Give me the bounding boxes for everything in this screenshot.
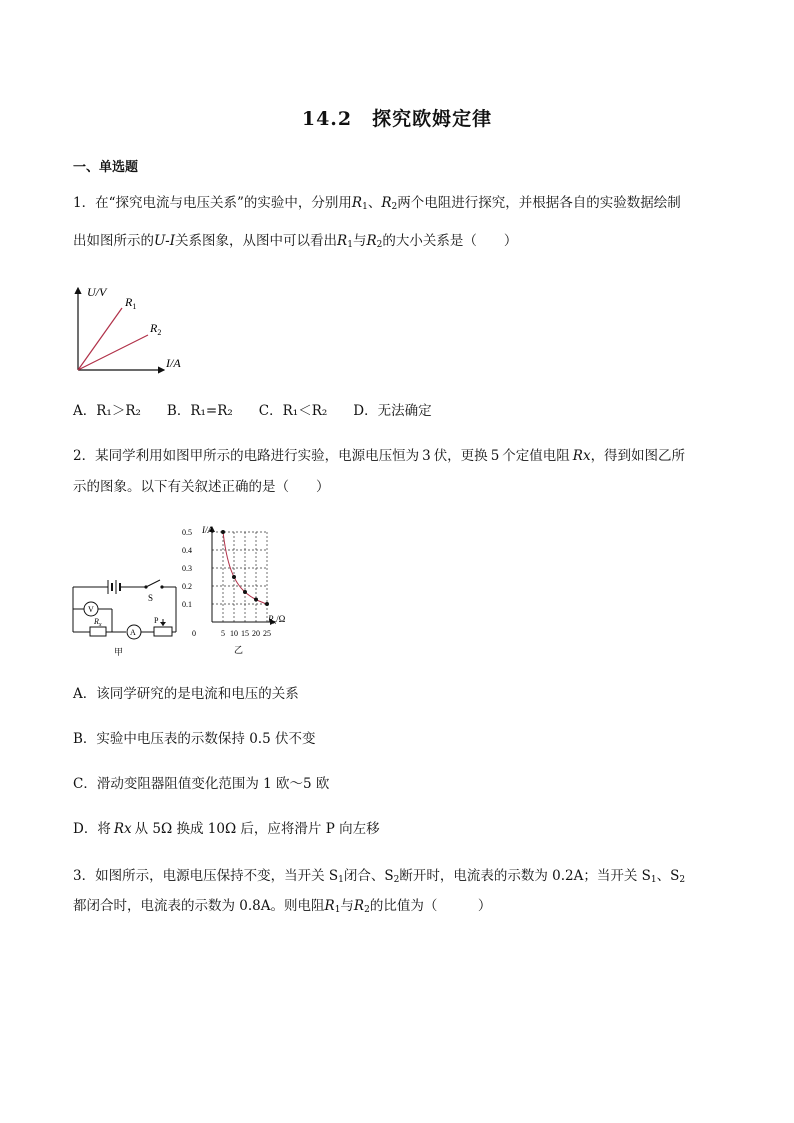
q2-current-resistance-graph [180, 522, 300, 657]
q3-s2-sub: 2 [393, 875, 400, 885]
q1-text-b: 两个电阻进行探究，并根据各自的实验数据绘制 [397, 195, 681, 211]
q3-text-g: 的比值为（ ） [369, 898, 492, 914]
q3-r2: R [353, 898, 365, 914]
q1-r2: R [381, 195, 392, 211]
q2-rx: Rx [572, 448, 591, 464]
q1-text-e: 与 [352, 233, 367, 249]
q2-graph-grid [212, 532, 267, 622]
q1-line-r1 [78, 308, 122, 370]
q1-r1-sub: 1 [362, 202, 368, 212]
q2-line-1 [73, 446, 685, 466]
q2-circuit-diagram [68, 575, 183, 660]
q1-number: 1． [73, 195, 96, 211]
q1-r2-label: $R_2$ [150, 321, 162, 337]
q1-line-2 [73, 231, 517, 255]
q2-text-c: 个定值电阻 [502, 448, 570, 464]
data-point [254, 598, 258, 602]
q2-option-d[interactable] [73, 819, 380, 839]
q2-count: 5 [490, 448, 500, 464]
q1-option-d[interactable]: D．无法确定 [353, 403, 432, 419]
title-text: 探究欧姆定律 [372, 108, 493, 130]
data-point [243, 590, 247, 594]
section-heading: 一、单选题 [73, 160, 139, 175]
q3-text-d: 、S [656, 868, 680, 884]
q2-graph-caption: 乙 [234, 645, 244, 655]
q2-text-e: 示的图象。以下有关叙述正确的是（ ） [73, 479, 330, 495]
q1-r2-again: R [366, 233, 377, 249]
x-tick-label: 25 [263, 629, 271, 638]
q2-line-2 [73, 477, 330, 497]
q1-ui: U-I [154, 233, 176, 249]
q3-text-e: 都闭合时，电流表的示数为 0.8A。则电阻 [73, 898, 325, 914]
q3-s1-sub: 1 [338, 875, 344, 885]
y-tick-label: 0.5 [182, 528, 192, 537]
q2-graph-x-ticks [192, 629, 271, 638]
circuit-resistor-label: $R_x$ [94, 617, 102, 628]
q3-text-f: 与 [340, 898, 354, 914]
q1-r2-sub-again: 2 [376, 240, 383, 250]
title-number: 14.2 [301, 108, 353, 130]
q1-text-f: 的大小关系是（ ） [382, 233, 518, 249]
q1-options [73, 401, 458, 421]
q3-text-c: 断开时，电流表的示数为 0.2A；当开关 S [399, 868, 651, 884]
q3-r1: R [324, 898, 335, 914]
y-tick-label: 0.2 [182, 582, 192, 591]
x-tick-label: 15 [241, 629, 249, 638]
q2-option-a[interactable]: A．该同学研究的是电流和电压的关系 [73, 686, 299, 702]
circuit-caption: 甲 [114, 647, 124, 657]
q1-ui-graph [60, 280, 200, 380]
q3-number: 3． [73, 868, 96, 884]
q2-voltage: 3 [422, 448, 431, 464]
q1-r2-sub: 2 [391, 202, 398, 212]
q2-option-d-a: D．将 [73, 821, 111, 837]
voltmeter-icon: V [88, 605, 94, 614]
q1-sep: 、 [367, 195, 382, 211]
q1-r1-label: $R_1$ [125, 295, 137, 311]
ammeter-icon: A [130, 628, 136, 637]
q2-option-b[interactable]: B．实验中电压表的示数保持 0.5 伏不变 [73, 731, 316, 747]
q2-option-c[interactable]: C．滑动变阻器阻值变化范围为 1 欧～5 欧 [73, 776, 330, 792]
q2-text-a: 某同学利用如图甲所示的电路进行实验，电源电压恒为 [95, 448, 420, 464]
q1-r1-sub-again: 1 [347, 240, 353, 250]
data-point [221, 530, 225, 534]
y-tick-label: 0.4 [182, 546, 192, 555]
q2-graph-y-label: I/A [202, 525, 213, 535]
q1-x-label: I/A [166, 356, 181, 370]
q1-text-c: 出如图所示的 [73, 233, 154, 249]
q1-r1: R [351, 195, 363, 211]
q1-option-a[interactable]: A．R₁＞R₂ [73, 403, 141, 419]
circuit-slider-label: P [154, 616, 159, 625]
q2-option-d-rx: Rx [113, 821, 132, 837]
y-tick-label: 0.1 [182, 600, 192, 609]
q2-option-d-b: 从 5Ω 换成 10Ω 后，应将滑片 P 向左移 [134, 821, 380, 837]
q1-text-a: 在“探究电流与电压关系”的实验中，分别用 [95, 195, 352, 211]
q1-r1-again: R [337, 233, 348, 249]
q2-text-d: ，得到如图乙所 [590, 448, 686, 464]
q2-number: 2． [73, 448, 96, 464]
q1-option-b[interactable]: B．R₁=R₂ [166, 403, 233, 419]
q3-r1-sub: 1 [334, 905, 341, 915]
q1-text-d: 关系图象，从图中可以看出 [175, 233, 338, 249]
x-tick-label: 5 [221, 629, 225, 638]
q1-line-r2 [78, 335, 148, 370]
q1-line-1 [73, 193, 681, 217]
q1-option-c[interactable]: C．R₁＜R₂ [258, 403, 328, 419]
data-point [232, 575, 236, 579]
q3-r2-sub: 2 [364, 905, 370, 915]
y-tick-label: 0.3 [182, 564, 192, 573]
q1-y-label: U/V [87, 285, 107, 299]
q2-text-b: 伏，更换 [433, 448, 488, 464]
x-tick-label: 0 [192, 629, 196, 638]
q2-graph-y-ticks [182, 528, 192, 609]
circuit-switch-label: S [148, 593, 154, 603]
data-point [265, 602, 269, 606]
q3-line-2 [73, 896, 491, 920]
x-tick-label: 10 [230, 629, 238, 638]
q2-graph-x-label: $R_x/\Omega$ [268, 614, 286, 626]
q3-line-1 [73, 866, 685, 890]
q3-text-a: 如图所示，电源电压保持不变，当开关 S [95, 868, 339, 884]
x-tick-label: 20 [252, 629, 260, 638]
q3-text-b: 闭合、S [343, 868, 394, 884]
q3-s2b-sub: 2 [679, 875, 686, 885]
q3-s1b-sub: 1 [650, 875, 657, 885]
document-title [0, 104, 794, 131]
